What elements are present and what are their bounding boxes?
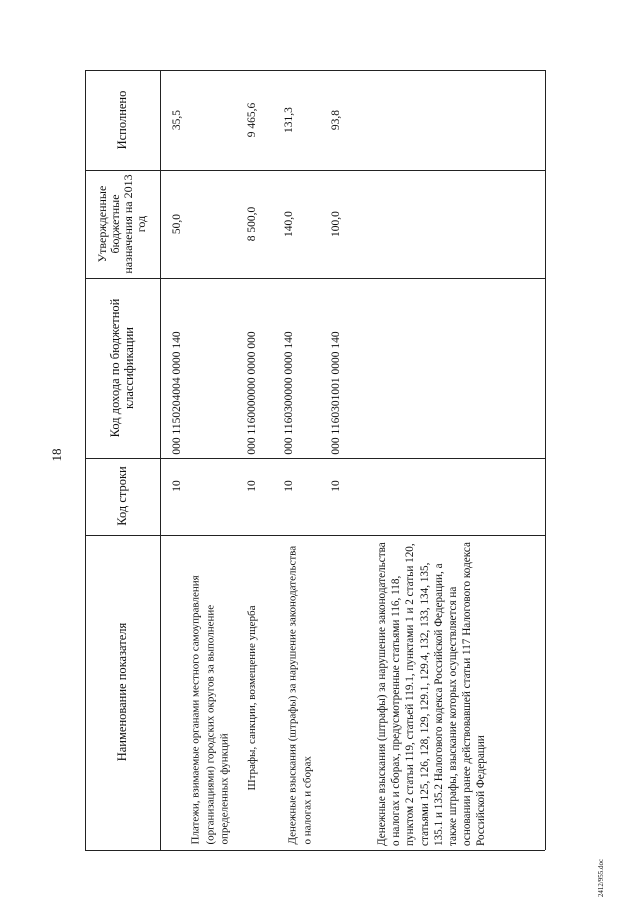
table-border-bottom — [545, 70, 546, 850]
col-divider — [85, 535, 545, 536]
row-2-line-code: 10 — [246, 480, 258, 492]
table-border-top — [85, 70, 86, 850]
header-executed: Исполнено — [115, 90, 129, 150]
row-4-executed: 93,8 — [330, 109, 342, 131]
row-2-income-code: 000 1160000000 0000 000 — [246, 331, 258, 455]
row-3-line-code: 10 — [283, 480, 295, 492]
row-4-name: Денежные взыскания (штрафы) за нарушение законодательства о налогах и сборах, предусмотренные статьями 116, 118, пунктом 2 статьи 119, статьей 119.1, пунктами 1 и 2 статьи 120, статьями 125, 126, 128, 129, 129.1, 129.4, 132, 133, 134, 135, 135.1 и 135.2 Налогового кодекса Российской Федерации, а также штрафы, взыскание которых осуществляется на основании ранее действовавшей статьи 117 Налогового кодекса Российской Федерации — [376, 542, 488, 846]
row-2-name: Штрафы, санкции, возмещение ущерба — [246, 605, 258, 791]
row-3-income-code: 000 1160300000 0000 140 — [283, 331, 295, 455]
row-3-approved: 140,0 — [283, 211, 295, 237]
row-1-executed: 35,5 — [171, 109, 183, 131]
header-name: Наименование показателя — [115, 622, 129, 762]
table-border-left — [85, 850, 545, 851]
row-1-approved: 50,0 — [171, 213, 183, 235]
row-3-executed: 131,3 — [283, 107, 295, 133]
table-border-right — [85, 70, 545, 71]
row-4-approved: 100,0 — [330, 211, 342, 237]
col-divider — [85, 278, 545, 279]
row-4-income-code: 000 1160301001 0000 140 — [330, 331, 342, 455]
row-1-line-code: 10 — [171, 480, 183, 492]
header-line-code: Код строки — [115, 466, 129, 526]
header-approved: Утвержденные бюджетные назначения на 2013 год — [95, 174, 148, 274]
row-3-name: Денежные взыскания (штрафы) за нарушение законодательства о налогах и сборах — [286, 545, 313, 845]
row-1-name: Платежи, взимаемые органами местного самоуправления (организациями) городских округов за выполнение определенных функций — [189, 575, 231, 845]
row-2-executed: 9 465,6 — [246, 102, 258, 138]
col-divider — [85, 458, 545, 459]
footer-filename: 2412/955.doc — [597, 858, 605, 898]
row-2-approved: 8 500,0 — [246, 206, 258, 242]
page-number: 18 — [49, 448, 64, 462]
row-4-line-code: 10 — [330, 480, 342, 492]
header-income-code: Код дохода по бюджетной классификации — [108, 298, 136, 438]
header-divider — [160, 70, 161, 850]
col-divider — [85, 170, 545, 171]
row-1-income-code: 000 1150204004 0000 140 — [171, 331, 183, 455]
